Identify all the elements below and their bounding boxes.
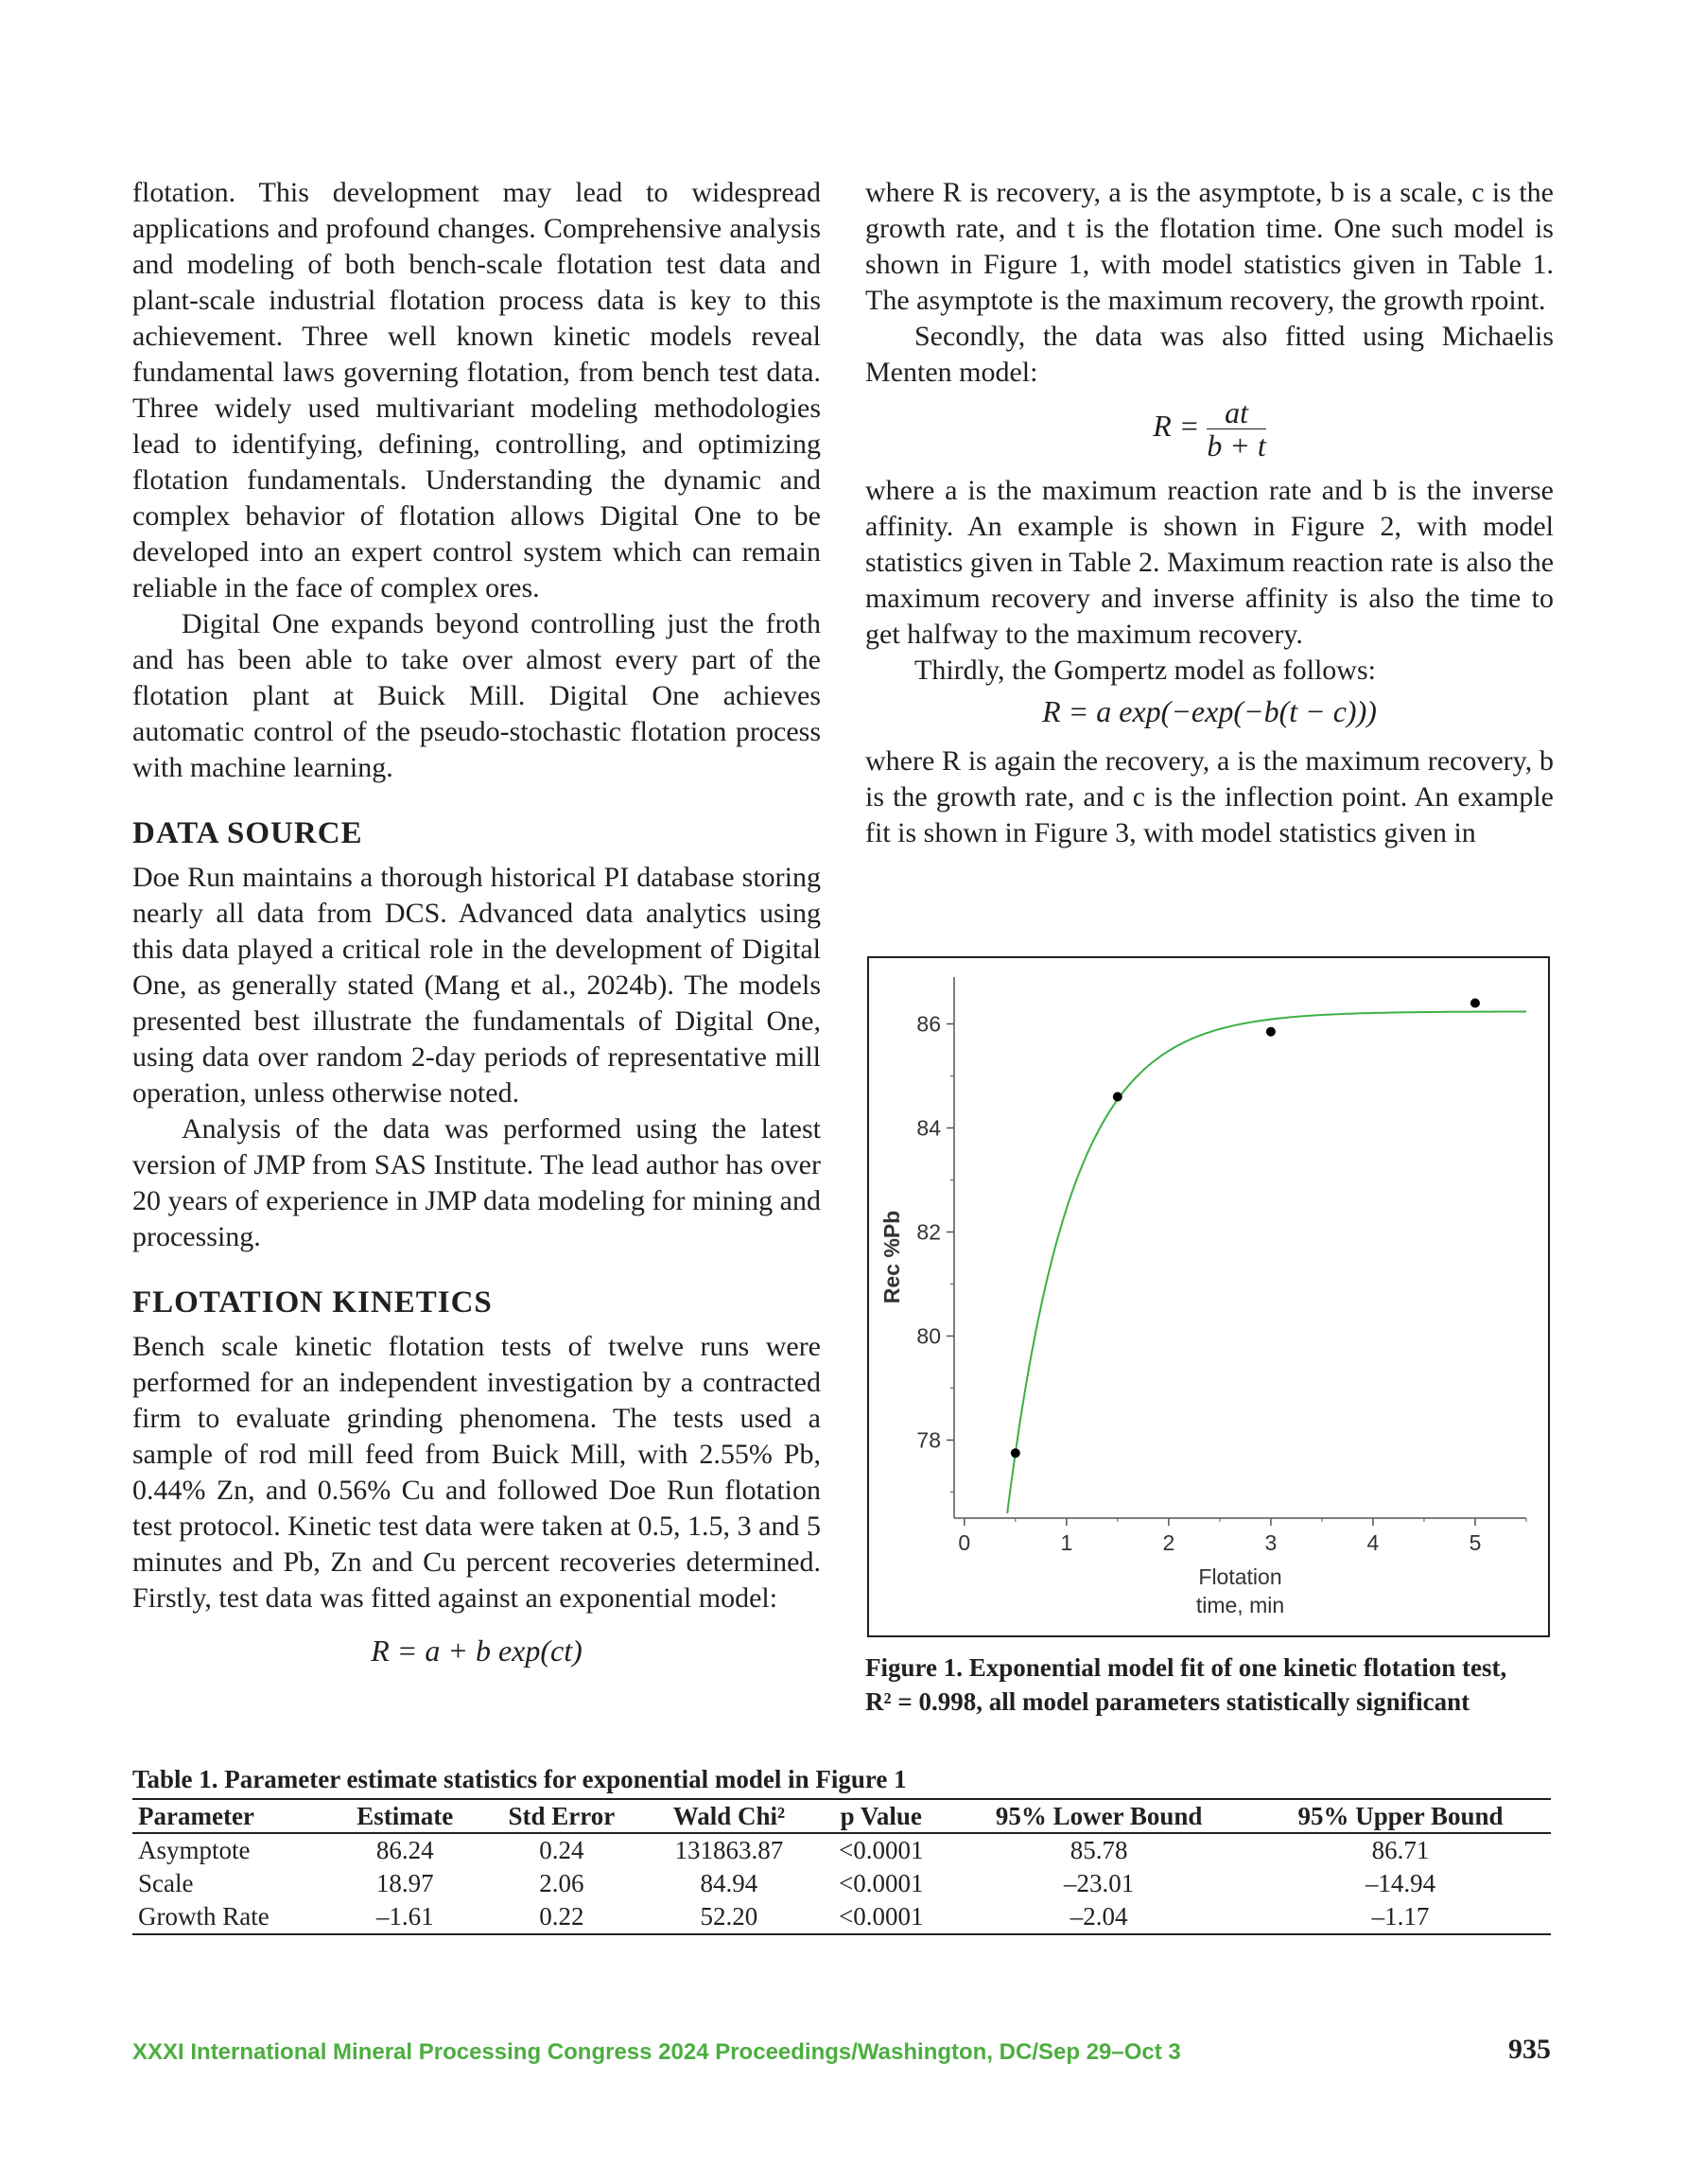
- figure-1-frame: [867, 956, 1550, 1637]
- paragraph: where R is again the recovery, a is the maximum recovery, b is the growth rate, and c is the inflection point. An example fit is shown in Figure 3, with model statistics given in: [865, 745, 1554, 848]
- table-cell: –1.61: [330, 1900, 479, 1934]
- paragraph: Doe Run maintains a thorough historical PI database storing nearly all data from DCS. Advanced data analytics using this data played a critical role in the development of Digital One, as generally stated (Mang et al., 2024b). The models presented best illustrate the fundamentals of Digital One, using data over random 2-day periods of representative mill operation, unless otherwise noted.: [132, 862, 821, 1109]
- y-tick-label: 80: [916, 1323, 941, 1349]
- data-point: [1011, 1448, 1020, 1458]
- figure-caption-line-1: Figure 1. Exponential model fit of one kinetic flotation test,: [865, 1653, 1507, 1682]
- exponential-fit-chart: [869, 958, 1548, 1635]
- table-cell: 131863.87: [674, 1836, 784, 1864]
- column-header: 95% Lower Bound: [948, 1799, 1250, 1833]
- y-tick-label: 86: [916, 1011, 941, 1037]
- fit-curve: [1007, 1011, 1526, 1513]
- footer-text: XXXI International Mineral Processing Congress 2024 Proceedings/Washington, DC/Sep 29–Oct 3: [132, 2039, 1181, 2065]
- table-cell: 84.94: [700, 1869, 758, 1897]
- table-cell: –14.94: [1365, 1869, 1436, 1897]
- x-tick-label: 3: [1264, 1530, 1278, 1555]
- table-cell: <0.0001: [839, 1836, 924, 1864]
- table-cell: –1.17: [1250, 1900, 1551, 1934]
- equation-denominator: b + t: [1207, 428, 1266, 463]
- x-tick-label: 0: [958, 1530, 971, 1555]
- table-cell: 0.24: [539, 1836, 584, 1864]
- right-column: [865, 175, 1554, 851]
- x-axis-label: time, min: [1195, 1593, 1285, 1617]
- table-caption: Table 1. Parameter estimate statistics for exponential model in Figure 1: [132, 1765, 907, 1793]
- table-cell: 86.71: [1371, 1836, 1430, 1864]
- data-point: [1470, 999, 1480, 1008]
- column-header: Wald Chi²: [643, 1799, 814, 1833]
- equation-lhs: R =: [1153, 408, 1200, 443]
- column-header: Std Error: [479, 1799, 643, 1833]
- table-cell: 52.20: [643, 1900, 814, 1934]
- table-cell: Growth Rate: [132, 1900, 330, 1934]
- page-footer: [132, 2034, 1551, 2071]
- equation-numerator: at: [1207, 396, 1265, 429]
- x-tick-label: 1: [1060, 1530, 1073, 1555]
- y-axis-label: Rec %Pb: [879, 1210, 904, 1304]
- table-cell: –23.01: [1064, 1869, 1135, 1897]
- table-row: [132, 1867, 1551, 1900]
- table-cell: Asymptote: [138, 1836, 251, 1864]
- column-header: 95% Upper Bound: [1250, 1799, 1551, 1833]
- paragraph: Digital One expands beyond controlling just the froth and has been able to take over almost every part of the flotation plant at Buick Mill. Digital One achieves automatic control of the pseudo-stochastic flotation process with machine learning.: [132, 608, 821, 783]
- page-number: 935: [1508, 2034, 1551, 2065]
- left-column: [132, 175, 821, 1669]
- y-tick-label: 78: [916, 1427, 941, 1453]
- section-heading-data-source: DATA SOURCE: [132, 816, 363, 850]
- paragraph: Analysis of the data was performed using the latest version of JMP from SAS Institute. The lead author has over 20 years of experience in JMP data modeling for mining and processing.: [132, 1113, 821, 1252]
- x-tick-label: 2: [1162, 1530, 1175, 1555]
- paragraph: Bench scale kinetic flotation tests of twelve runs were performed for an independent investigation by a contracted firm to evaluate grinding phenomena. The tests used a sample of rod mill feed from Buick Mill, with 2.55% Pb, 0.44% Zn, and 0.56% Cu and followed Doe Run flotation test protocol. Kinetic test data were taken at 0.5, 1.5, 3 and 5 minutes and Pb, Zn and Cu percent recoveries determined. Firstly, test data was fitted against an exponential model:: [132, 1331, 821, 1614]
- paragraph: Thirdly, the Gompertz model as follows:: [914, 655, 1376, 686]
- table-cell: <0.0001: [814, 1900, 948, 1934]
- x-tick-label: 5: [1469, 1530, 1482, 1555]
- table-cell: 2.06: [539, 1869, 584, 1897]
- table-cell: 86.24: [375, 1836, 434, 1864]
- paragraph: where R is recovery, a is the asymptote, b is a scale, c is the growth rate, and t is the flotation time. One such model is shown in Figure 1, with model statistics given in Table 1. The asymptote is the maximum recovery, the growth rpoint.: [865, 177, 1554, 316]
- table-row: [132, 1833, 1551, 1867]
- data-point: [1266, 1027, 1276, 1037]
- table-cell: 0.22: [479, 1900, 643, 1934]
- column-header: Estimate: [330, 1799, 479, 1833]
- figure-caption-line-2: R² = 0.998, all model parameters statistically significant: [865, 1687, 1470, 1716]
- equation-gompertz: R = a exp(−exp(−b(t − c))): [1042, 694, 1377, 728]
- equation-michaelis-menten: [865, 396, 1554, 462]
- table-cell: Scale: [138, 1869, 194, 1897]
- table-header-row: [132, 1799, 1551, 1833]
- parameter-table: [132, 1798, 1551, 1935]
- paragraph: flotation. This development may lead to widespread applications and profound changes. Comprehensive analysis and modeling of both bench-scale flotation test data and plant-scale industrial flotation process data is key to this achievement. Three well known kinetic models reveal fundamental laws governing flotation, from bench test data. Three widely used multivariant modeling methodologies lead to identifying, defining, controlling, and optimizing flotation fundamentals. Understanding the dynamic and complex behavior of flotation allows Digital One to be developed into an expert control system which can remain reliable in the face of complex ores.: [132, 177, 821, 603]
- x-tick-label: 4: [1366, 1530, 1380, 1555]
- equation-exponential: R = a + b exp(ct): [371, 1634, 583, 1668]
- paragraph: where a is the maximum reaction rate and b is the inverse affinity. An example is shown in Figure 2, with model statistics given in Table 2. Maximum reaction rate is also the maximum recovery and inverse affinity is also the time to get halfway to the maximum recovery.: [865, 475, 1555, 650]
- table-cell: 18.97: [375, 1869, 434, 1897]
- section-heading-flotation-kinetics: FLOTATION KINETICS: [132, 1285, 493, 1319]
- figure-caption: [865, 1651, 1565, 1719]
- table-row: [132, 1900, 1551, 1934]
- y-tick-label: 84: [916, 1115, 941, 1141]
- data-point: [1113, 1092, 1122, 1102]
- table-cell: –2.04: [948, 1900, 1250, 1934]
- table-cell: 85.78: [1070, 1836, 1128, 1864]
- equation-fraction: [1207, 396, 1265, 462]
- x-axis-label: Flotation: [1198, 1564, 1282, 1589]
- paragraph: Secondly, the data was also fitted using Michaelis Menten model:: [865, 321, 1554, 388]
- column-header: Parameter: [132, 1799, 330, 1833]
- y-tick-label: 82: [916, 1219, 941, 1245]
- column-header: p Value: [814, 1799, 948, 1833]
- table-cell: <0.0001: [839, 1869, 924, 1897]
- table-1: [132, 1762, 1551, 1935]
